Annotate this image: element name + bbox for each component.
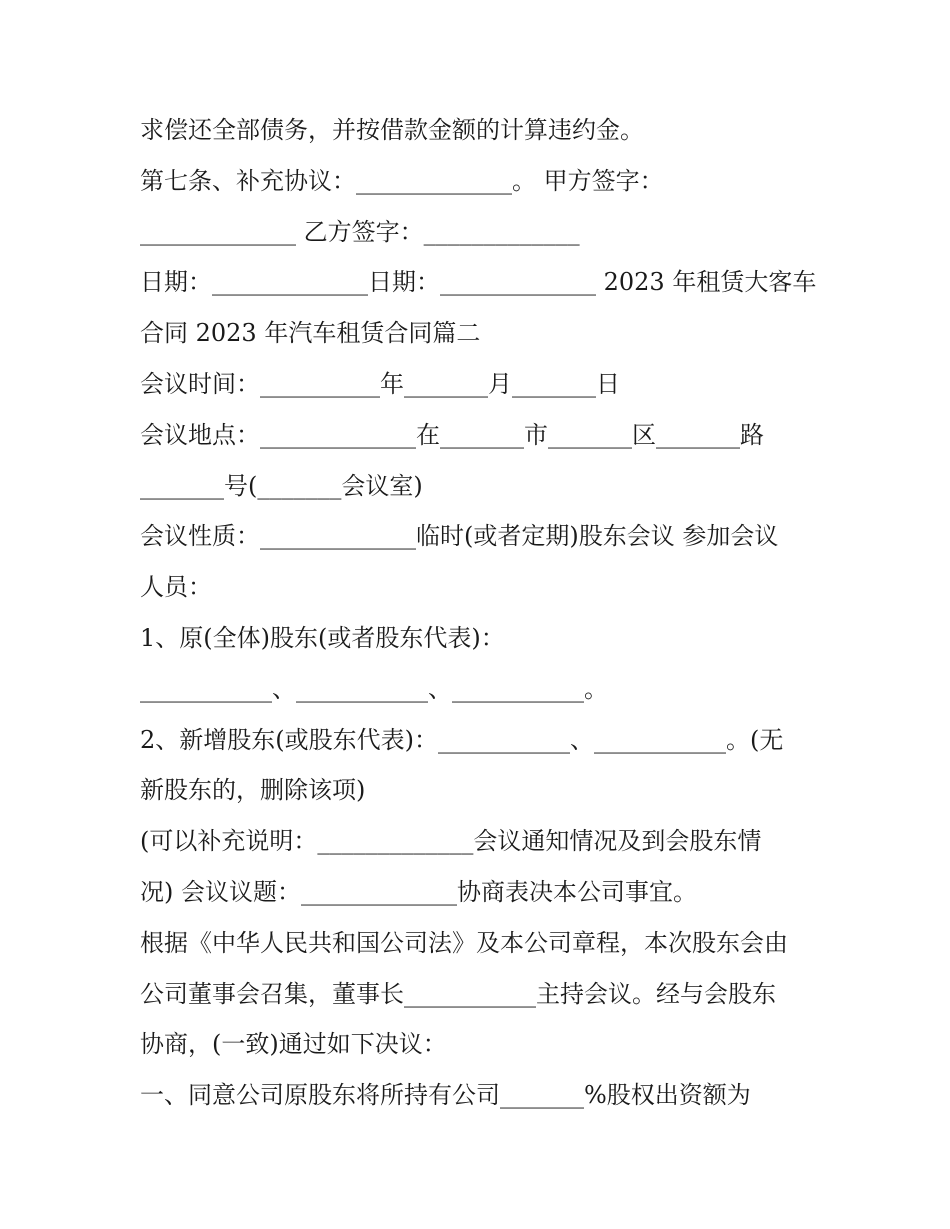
text-line: ___________、___________、___________。 [140,674,608,703]
text-line: 根据《中华人民共和国公司法》及本公司章程，本次股东会由 [140,928,788,957]
text-line: 会议时间：__________年_______月_______日 [140,369,620,398]
text-line: 新股东的，删除该项) [140,776,366,805]
text-line: 合同 2023 年汽车租赁合同篇二 [140,319,481,348]
text-line: 况) 会议议题：_____________协商表决本公司事宜。 [140,877,697,906]
text-line: 公司董事会召集，董事长___________主持会议。经与会股东 [140,979,776,1008]
text-line: _______号(_______会议室) [140,471,423,500]
text-line: 一、同意公司原股东将所持有公司_______%股权出资额为 [140,1081,751,1110]
text-line: 人员： [140,573,212,602]
text-line: 协商，(一致)通过如下决议： [140,1030,447,1059]
text-line: _____________ 乙方签字：_____________ [140,217,580,246]
text-line: 第七条、补充协议：_____________。 甲方签字： [140,166,664,195]
text-line: 2、新增股东(或股东代表)：___________、___________。(无 [140,725,784,754]
text-line: 1、原(全体)股东(或者股东代表)： [140,623,505,652]
text-line: 日期：_____________日期：_____________ 2023 年租赁大客车 [140,268,817,297]
text-line: (可以补充说明：_____________会议通知情况及到会股东情 [140,827,762,856]
text-line: 会议地点：_____________在_______市_______区_______路 [140,420,764,449]
text-line: 求偿还全部债务，并按借款金额的计算违约金。 [140,116,644,144]
document-body [140,105,820,1121]
text-line: 会议性质：_____________临时(或者定期)股东会议 参加会议 [140,522,779,551]
